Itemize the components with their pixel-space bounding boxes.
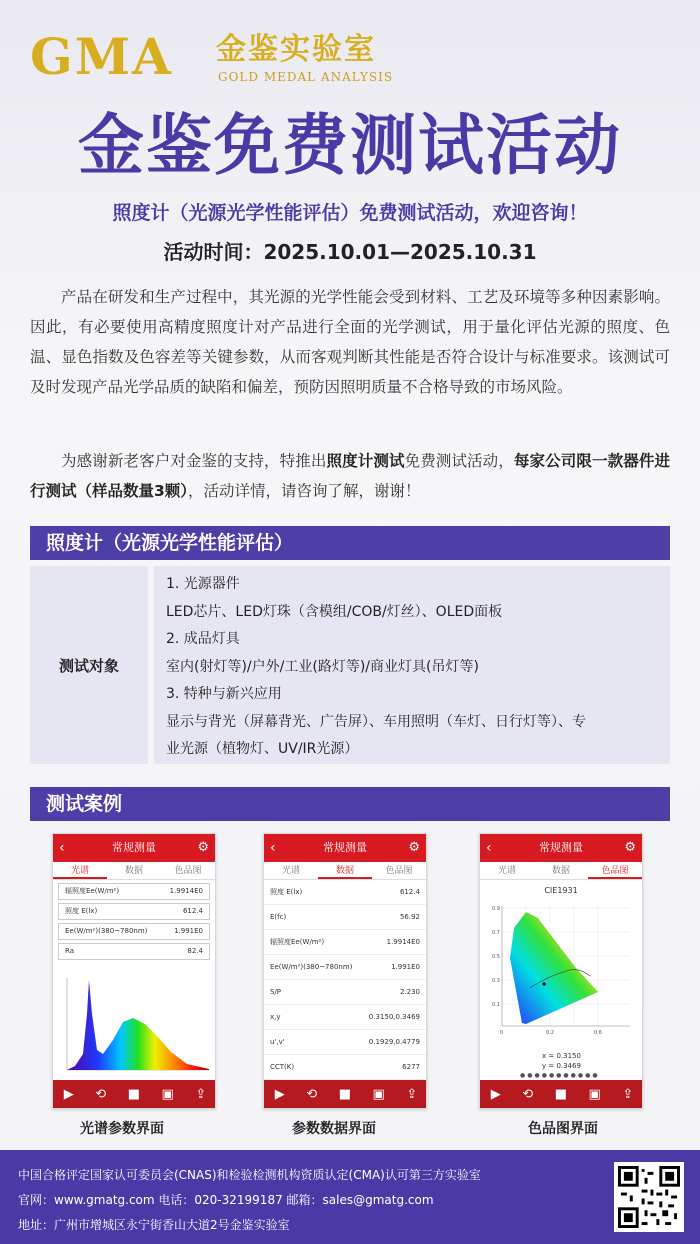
play-icon: ▶ xyxy=(274,1086,285,1102)
row-key: Ee(W/m²)(380~780nm) xyxy=(65,927,148,935)
section-header-cases: 测试案例 xyxy=(30,787,670,821)
intro-text-d: 每家公司限一款器件进行测试（样品数量3颗） xyxy=(30,452,670,500)
intro-text-e: ，活动详情，请咨询了解，谢谢！ xyxy=(188,482,421,500)
row-value: 612.4 xyxy=(182,907,203,915)
list-item: 显示与背光（屏幕背光、广告屏）、车用照明（车灯、日行灯等）、专 xyxy=(166,713,586,730)
phone-title: 常规测量 xyxy=(112,841,156,854)
intro-paragraph-2 xyxy=(30,446,670,506)
row-value: 1.9914E0 xyxy=(386,938,420,946)
svg-text:0.3: 0.3 xyxy=(492,978,500,984)
back-icon: ‹ xyxy=(59,840,65,856)
tab-spectrum: 光谱 xyxy=(497,866,516,876)
event-date: 活动时间：2025.10.01—2025.10.31 xyxy=(163,240,537,264)
row-value: 0.1929,0.4779 xyxy=(368,1038,420,1046)
logo-chinese: 金鉴实验室 xyxy=(216,32,376,67)
row-key: Ee(W/m²)(380~780nm) xyxy=(270,963,353,971)
intro-text-b: 照度计测试 xyxy=(326,452,405,470)
intro-paragraph-1: 产品在研发和生产过程中，其光源的光学性能会受到材料、工艺及环境等多种因素影响。因此，有必要使用高精度照度计对产品进行全面的光学测试，用于量化评估光源的照度、色温、显色指数及色容差等关键参数，从而客观判断其性能是否符合设计与标准要求。该测试可及时发现产品光学品质的缺陷和偏差，预防因照明质量不合格导致的市场风险。 xyxy=(30,288,670,396)
gear-icon: ⚙ xyxy=(624,840,636,855)
qr-code xyxy=(614,1162,684,1232)
svg-text:0.9: 0.9 xyxy=(492,906,500,912)
phone-header xyxy=(53,834,215,862)
row-key: u',v' xyxy=(270,1038,285,1046)
tab-data: 数据 xyxy=(124,866,143,876)
intro-text-c: 免费测试活动， xyxy=(404,452,514,470)
phone-screenshot-data xyxy=(263,833,427,1109)
stop-icon: ■ xyxy=(554,1086,567,1102)
row-key: x,y xyxy=(270,1013,281,1021)
row-value: 1.9914E0 xyxy=(169,887,203,895)
tab-data: 数据 xyxy=(551,866,570,876)
list-item: 室内(射灯等)/户外/工业(路灯等)/商业灯具(吊灯等) xyxy=(166,658,479,675)
list-item: 1. 光源器件 xyxy=(166,576,240,592)
phone-header xyxy=(264,834,426,862)
row-key: Ra xyxy=(65,947,74,955)
caption-chromaticity: 色品图界面 xyxy=(528,1121,598,1137)
tab-spectrum: 光谱 xyxy=(281,866,300,876)
data-row xyxy=(264,955,426,980)
subtitle: 照度计（光源光学性能评估）免费测试活动，欢迎咨询！ xyxy=(112,202,588,224)
save-icon: ▣ xyxy=(372,1086,385,1102)
phone-screenshot-chromaticity xyxy=(479,833,643,1109)
data-row xyxy=(264,905,426,930)
caption-data: 参数数据界面 xyxy=(292,1121,376,1137)
data-row xyxy=(58,883,210,900)
back-icon: ‹ xyxy=(486,840,492,856)
svg-text:0: 0 xyxy=(500,1030,504,1036)
loop-icon: ⟲ xyxy=(522,1086,534,1102)
data-row xyxy=(264,1005,426,1030)
stop-icon: ■ xyxy=(338,1086,351,1102)
cie-x-value: x = 0.3150 xyxy=(542,1052,581,1060)
phone-toolbar xyxy=(480,1080,643,1108)
tab-chromaticity: 色品图 xyxy=(588,862,642,879)
logo-english: GOLD MEDAL ANALYSIS xyxy=(218,70,394,84)
row-key: CCT(K) xyxy=(270,1063,295,1071)
row-value: 0.3150,0.3469 xyxy=(368,1013,420,1021)
phone-screenshot-spectrum xyxy=(52,833,216,1109)
row-value: 82.4 xyxy=(187,947,203,955)
list-item: 2. 成品灯具 xyxy=(166,631,240,647)
cie-diagram xyxy=(480,898,643,1048)
share-icon: ⇪ xyxy=(195,1086,207,1102)
cie-y-value: y = 0.3469 xyxy=(542,1062,581,1070)
data-row xyxy=(264,980,426,1005)
stop-icon: ■ xyxy=(127,1086,140,1102)
tab-data: 数据 xyxy=(318,862,372,879)
row-key: 照度 E(lx) xyxy=(65,907,98,915)
save-icon: ▣ xyxy=(588,1086,601,1102)
phone-tabs xyxy=(264,862,426,880)
list-item: 3. 特种与新兴应用 xyxy=(166,686,282,702)
list-item: 业光源（植物灯、UV/IR光源） xyxy=(166,741,359,757)
tab-chromaticity: 色品图 xyxy=(174,866,202,876)
row-value: 1.991E0 xyxy=(174,927,203,935)
row-key: 辐照度Ee(W/m²) xyxy=(65,887,120,895)
section-header-device: 照度计（光源光学性能评估） xyxy=(30,526,670,560)
loop-icon: ⟲ xyxy=(306,1086,318,1102)
row-value: 2.230 xyxy=(399,988,420,996)
share-icon: ⇪ xyxy=(406,1086,418,1102)
data-row xyxy=(264,1055,426,1080)
row-key: 辐照度Ee(W/m²) xyxy=(270,938,325,946)
cie-title: CIE1931 xyxy=(544,886,578,895)
test-object-table xyxy=(30,566,670,764)
row-value: 1.991E0 xyxy=(391,963,420,971)
row-key: E(fc) xyxy=(270,913,287,921)
data-row xyxy=(264,930,426,955)
footer xyxy=(0,1150,700,1244)
phone-title: 常规测量 xyxy=(323,841,367,854)
phone-tabs xyxy=(53,862,215,880)
footer-address: 地址：广州市增城区永宁街香山大道2号金鉴实验室 xyxy=(18,1218,290,1232)
gear-icon: ⚙ xyxy=(408,840,420,855)
data-row xyxy=(264,880,426,905)
qr-code-icon xyxy=(618,1166,680,1228)
svg-text:0.1: 0.1 xyxy=(492,1002,500,1008)
svg-text:0.6: 0.6 xyxy=(594,1030,602,1036)
intro-text-a: 为感谢新老客户对金鉴的支持，特推出 xyxy=(61,452,327,470)
row-value: 56.92 xyxy=(399,913,420,921)
play-icon: ▶ xyxy=(490,1086,501,1102)
phone-header xyxy=(480,834,642,862)
footer-contact: 官网：www.gmatg.com 电话：020-32199187 邮箱：sales@gmatg.com xyxy=(18,1193,434,1207)
page-dots: ●●●●●●●●●●● xyxy=(520,1072,600,1079)
list-item: LED芯片、LED灯珠（含模组/COB/灯丝）、OLED面板 xyxy=(166,603,503,620)
data-row xyxy=(58,923,210,940)
back-icon: ‹ xyxy=(270,840,276,856)
tab-spectrum: 光谱 xyxy=(53,862,107,879)
svg-text:0.5: 0.5 xyxy=(492,954,500,960)
phone-title: 常规测量 xyxy=(539,841,583,854)
test-object-label: 测试对象 xyxy=(30,566,148,764)
share-icon: ⇪ xyxy=(622,1086,634,1102)
row-key: 照度 E(lx) xyxy=(270,888,303,896)
save-icon: ▣ xyxy=(161,1086,174,1102)
data-row xyxy=(58,943,210,960)
row-value: 6277 xyxy=(402,1063,420,1071)
play-icon: ▶ xyxy=(63,1086,74,1102)
phone-tabs xyxy=(480,862,642,880)
loop-icon: ⟲ xyxy=(95,1086,107,1102)
row-value: 612.4 xyxy=(399,888,420,896)
tab-chromaticity: 色品图 xyxy=(385,866,413,876)
row-key: S/P xyxy=(270,988,282,996)
main-title: 金鉴免费测试活动 xyxy=(78,107,622,184)
phone-toolbar xyxy=(53,1080,216,1108)
logo-gma: GMA xyxy=(30,27,173,86)
data-row xyxy=(264,1030,426,1055)
svg-text:0.7: 0.7 xyxy=(492,930,500,936)
test-object-list xyxy=(154,566,670,764)
phone-toolbar xyxy=(264,1080,427,1108)
data-row xyxy=(58,903,210,920)
caption-spectrum: 光谱参数界面 xyxy=(80,1121,164,1137)
gear-icon: ⚙ xyxy=(197,840,209,855)
svg-text:0.2: 0.2 xyxy=(546,1030,554,1036)
footer-accreditation: 中国合格评定国家认可委员会(CNAS)和检验检测机构资质认定(CMA)认可第三方实验室 xyxy=(18,1168,481,1182)
